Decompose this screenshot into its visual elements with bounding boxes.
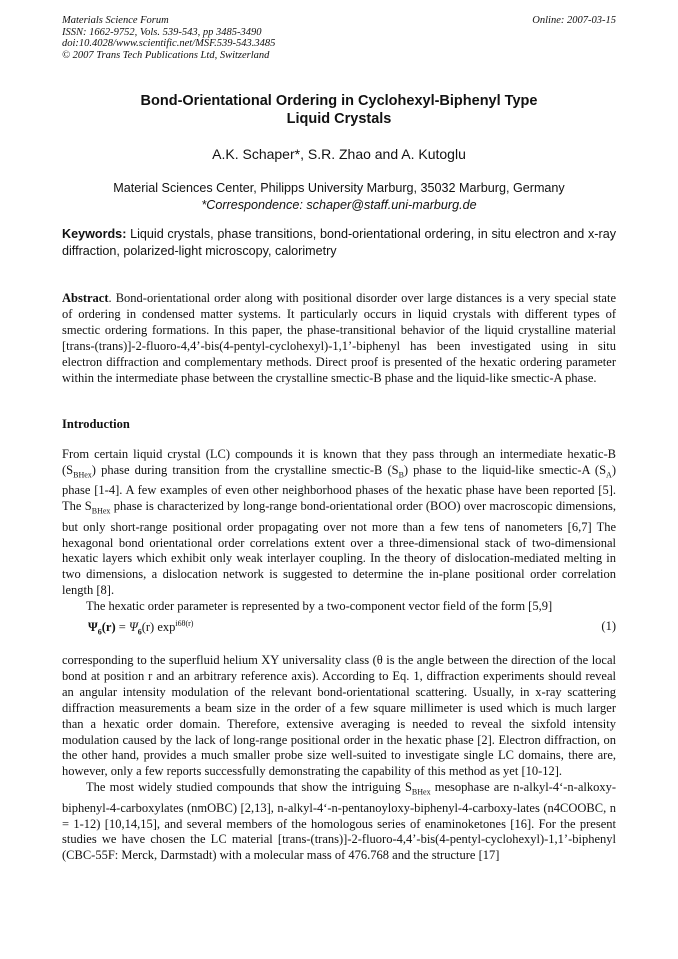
- subscript: BHex: [411, 787, 431, 797]
- text-run: ) phase to the liquid-like smectic-A (S: [403, 462, 607, 477]
- cont-paragraph-2: [62, 780, 616, 864]
- issn-line: ISSN: 1662-9752, Vols. 539-543, pp 3485-3490: [62, 26, 262, 38]
- affiliation-block: [62, 180, 616, 214]
- cont-paragraph-1: corresponding to the superfluid helium XY universality class (θ is the angle between the direction of the local bond at position r and an arbitrary reference axis). According to Eq. 1, diffraction experiments should reveal an angular intensity modulation of the relevant bond-orientational scattering. Usually, in x-ray scattering diffraction measurements a beam size in the order of a few square millimeter is used which is much larger than a hexatic order domain. Therefore, extensive averaging is needed to reveal the sixfold intensity modulation caused by the lack of long-range positional order in the hexatic phase [2]. Electron diffraction, on the other hand, provides a much smaller probe size well-suited to investigate single LC domains, there are, however, only a few reports successfully demonstrating the capability of this method as yet [10-12].: [62, 653, 616, 779]
- abstract-label: Abstract: [62, 291, 109, 305]
- eq-equals: =: [115, 620, 129, 635]
- journal-name: Materials Science Forum: [62, 15, 169, 26]
- page-header: [62, 15, 616, 61]
- eq-subscript: 6: [137, 627, 142, 637]
- keywords-text: Liquid crystals, phase transitions, bond-orientational ordering, in situ electron and x-ray diffraction, polarized-light microscopy, calorimetry: [62, 227, 616, 258]
- text-run: From certain liquid crystal (LC) compounds it is known that they pass through an intermediate hexatic-B (S: [62, 447, 616, 477]
- keywords-label: Keywords:: [62, 227, 127, 241]
- copyright-line: © 2007 Trans Tech Publications Ltd, Switzerland: [62, 49, 270, 61]
- author-list: A.K. Schaper*, S.R. Zhao and A. Kutoglu: [212, 146, 466, 162]
- subscript: BHex: [73, 470, 92, 480]
- equation-1: [88, 619, 616, 637]
- introduction-body: [62, 447, 616, 615]
- abstract-text: . Bond-orientational order along with positional disorder over large distances is a very special state of ordering in condensed matter systems. It particularly occurs in liquid crystals with different types of smectic ordering formations. In this paper, the phase-transitional behavior of the liquid crystalline material [trans-(trans)]-2-fluoro-4,4’-bis(4-pentyl-cyclohexyl)-1,1’-biphenyl has been investigated using in situ electron diffraction and complementary methods. Direct proof is presented of the hexatic ordering parameter within the intermediate phase between the crystalline smectic-B phase and the liquid-like smectic-A phase.: [62, 291, 616, 385]
- abstract-paragraph: [62, 291, 616, 386]
- keywords-block: [62, 226, 616, 260]
- correspondence-email: *Correspondence: schaper@staff.uni-marburg.de: [201, 198, 477, 212]
- introduction-continued: [62, 653, 616, 864]
- doi-line: doi:10.4028/www.scientific.net/MSF.539-543.3485: [62, 38, 276, 50]
- intro-paragraph-2: The hexatic order parameter is represented by a two-component vector field of the form [5,9]: [86, 599, 553, 614]
- eq-argument: (r): [101, 620, 116, 635]
- eq-superscript: i6θ(r): [175, 619, 194, 628]
- eq-lhs: [88, 620, 116, 637]
- title-line-1: Bond-Orientational Ordering in Cyclohexyl-Biphenyl Type: [140, 93, 538, 109]
- section-heading-introduction: Introduction: [62, 417, 130, 431]
- subscript: B: [398, 470, 404, 480]
- text-run: ) phase [1-4]. A few examples of even other neighborhood phases of the hexatic phase have been reported [5]. The S: [62, 462, 616, 514]
- text-run: phase is characterized by long-range bond-orientational order (BOO) over macroscopic dimensions, but only short-range positional order propagating over not more than a few tens of nanometers [6,7] The hexagonal bond orientational order correlations extent over a three-dimensional stack of two-dimensional hexatic layers which exhibit only weak interlayer coupling. In the theory of dislocation-mediated melting in two dimensions, a dislocation network is suggested to determine the in-plane positional order correlation length [8].: [62, 499, 617, 598]
- intro-paragraph-1: [62, 447, 616, 599]
- title-line-2: Liquid Crystals: [286, 111, 392, 127]
- eq-symbol: Ψ: [88, 620, 98, 635]
- eq-subscript: 6: [97, 627, 102, 637]
- text-run: mesophase are n-alkyl-4‘-n-alkoxy-biphenyl-4-carboxylates (nmOBC) [2,13], n-alkyl-4‘-n-pentanoyloxy-biphenyl-4-carboxy-lates (n4COOBC, n = 1-12) [10,14,15], and several members of the homologous series of enaminoketones [16]. For the present studies we have chosen the LC material [trans-(trans)]-2-fluoro-4,4’-bis(4-pentyl-cyclohexyl)-1,1’-biphenyl (CBC-55F: Merck, Darmstadt) with a molecular mass of 476.768 and the structure [17]: [62, 780, 616, 863]
- equation-number: (1): [601, 619, 616, 633]
- subscript: A: [606, 470, 612, 480]
- affiliation: Material Sciences Center, Philipps University Marburg, 35032 Marburg, Germany: [113, 181, 565, 195]
- online-date: Online: 2007-03-15: [532, 15, 616, 26]
- paper-title: [62, 92, 616, 128]
- text-run: The most widely studied compounds that show the intriguing S: [86, 780, 412, 795]
- subscript: BHex: [91, 506, 111, 516]
- eq-argument: (r) exp: [141, 620, 176, 635]
- text-run: ) phase during transition from the crystalline smectic-B (S: [91, 462, 399, 477]
- eq-symbol: Ψ: [128, 620, 138, 635]
